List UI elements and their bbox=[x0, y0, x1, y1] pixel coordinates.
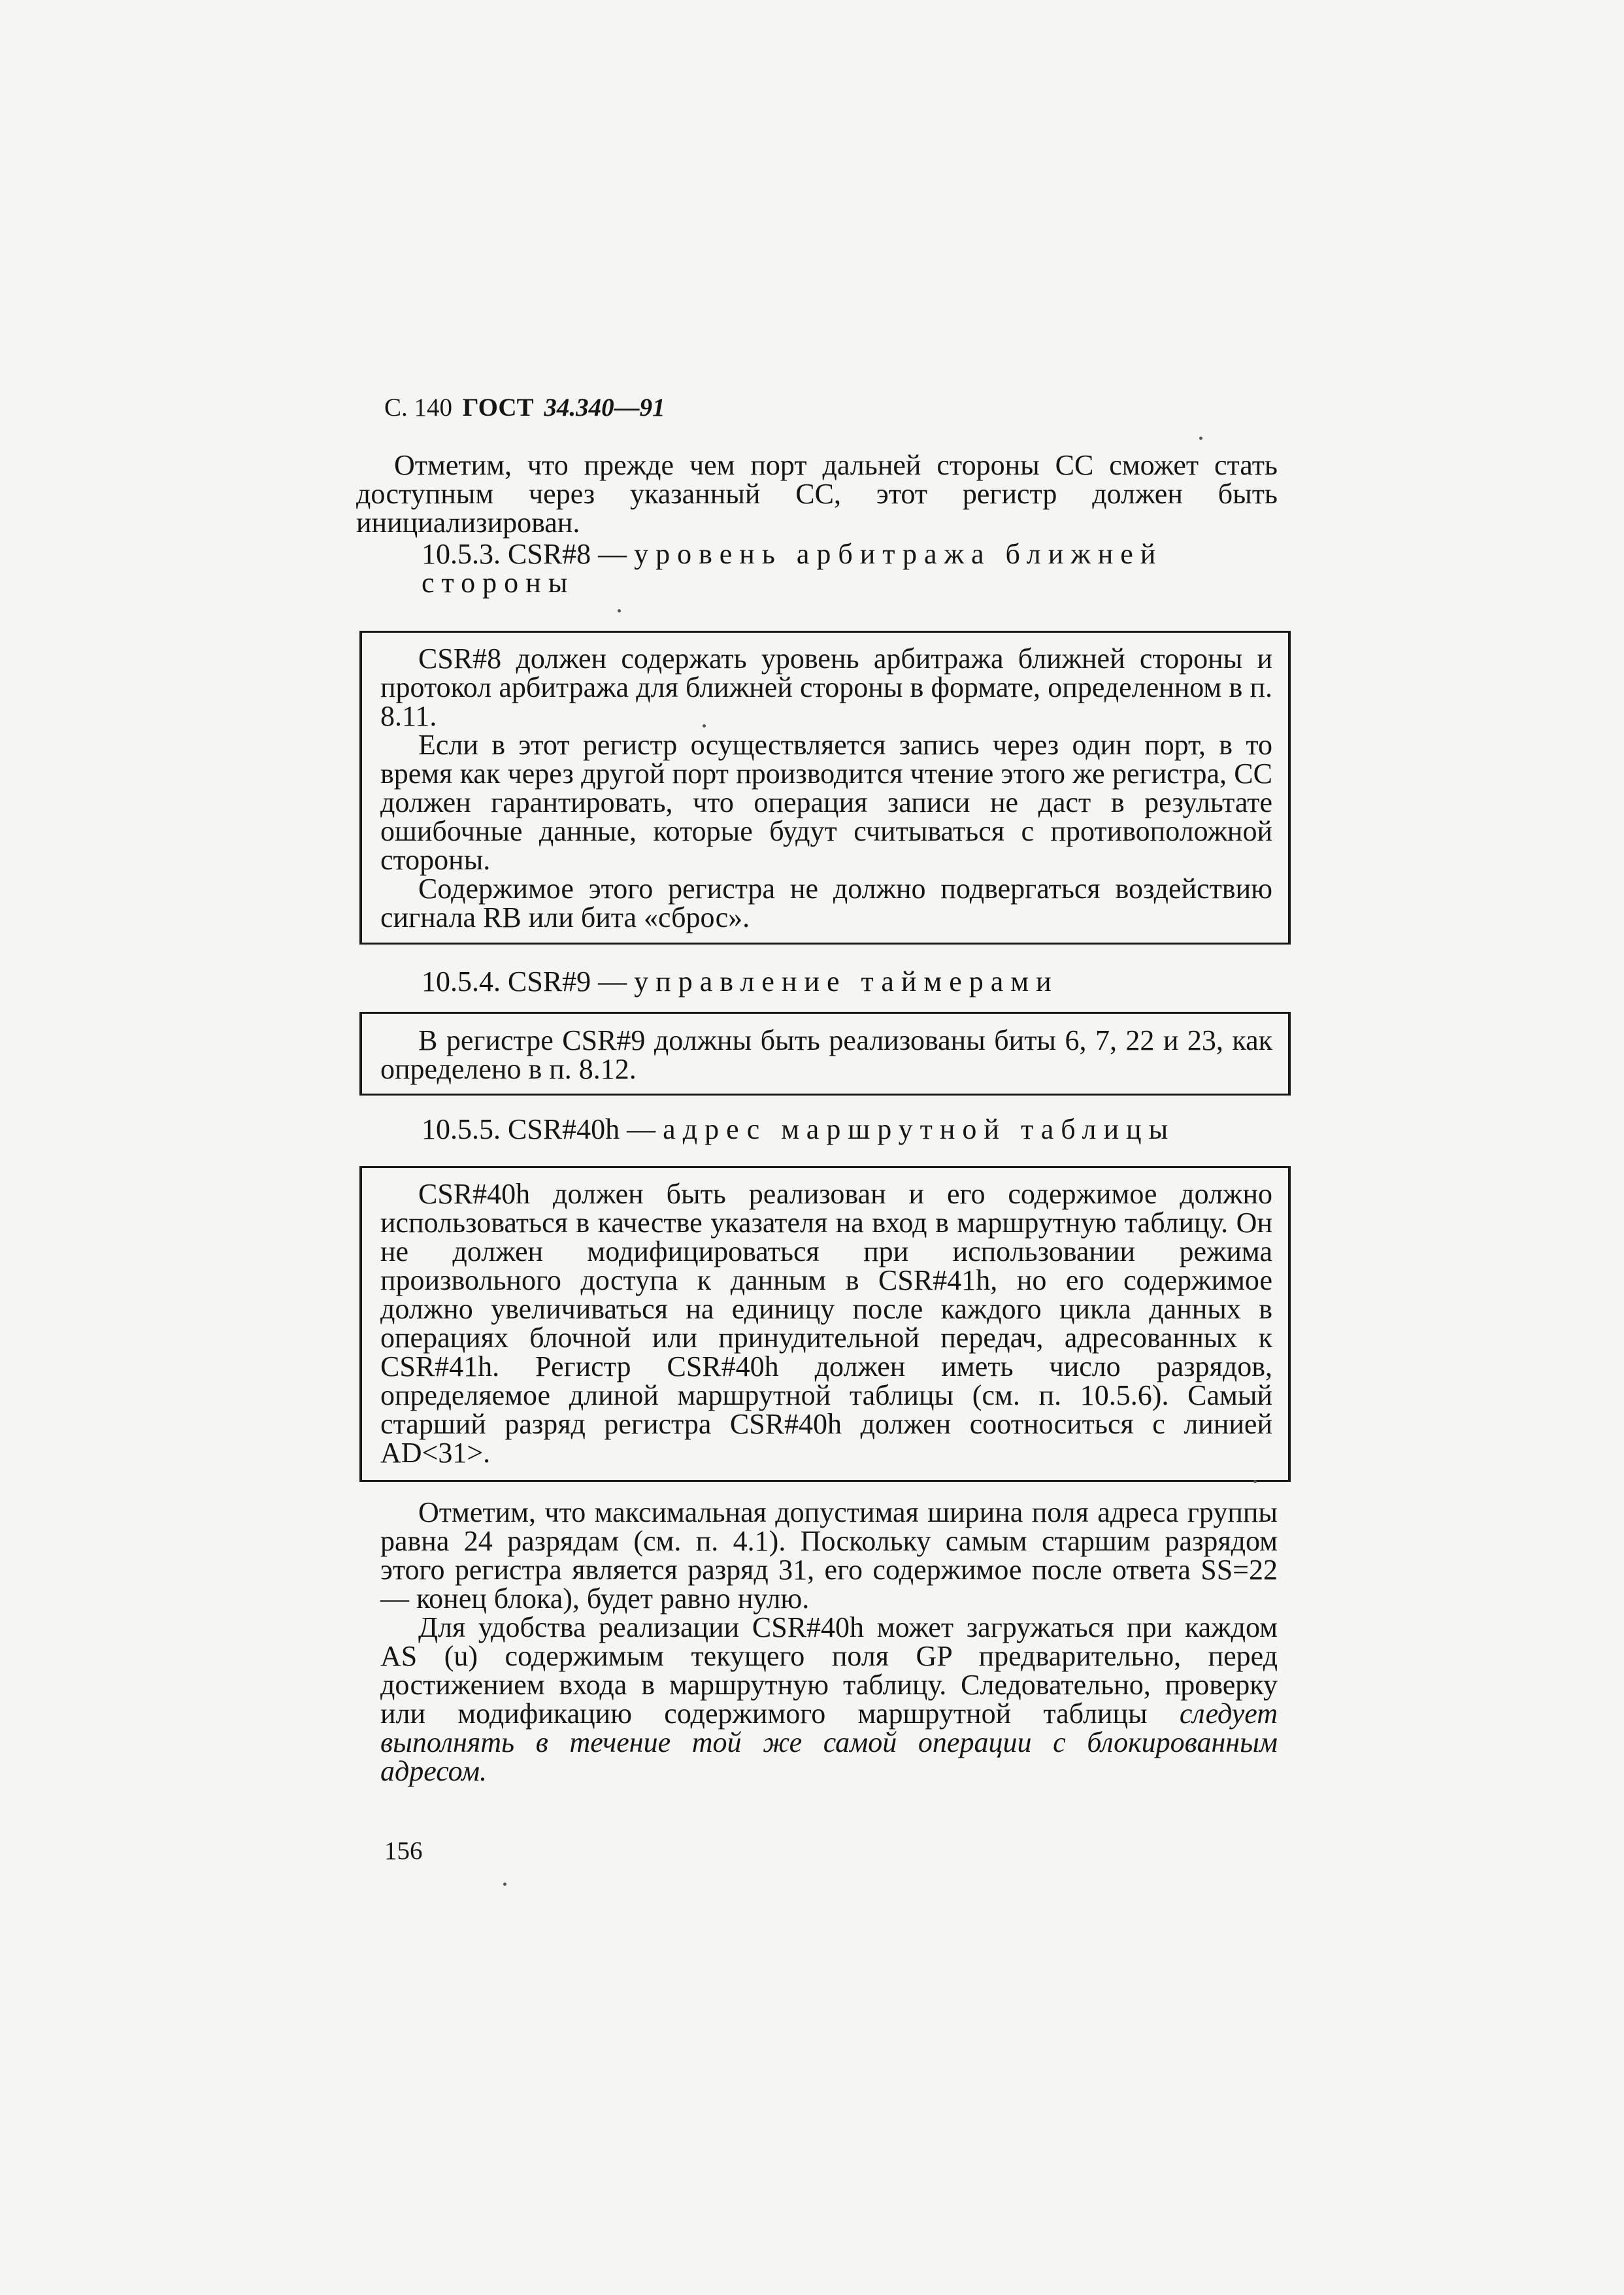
section-number: 10.5.3. CSR#8 — bbox=[422, 538, 627, 570]
paragraph-text: CSR#40h должен быть реализован и его содержимое должно использоваться в качестве указателя на вход в маршрутную таблицу. Он не должен модифицироваться при использовании режима произвольного доступа к данным в CSR#41h, но его содержимое должно увеличиваться на единицу после каждого цикла данных в операциях блочной или принудительной передач, адресованных к CSR#41h. Регистр CSR#40h должен иметь число разрядов, определяемое длиной маршрутной таблицы (см. п. 10.5.6). Самый старший разряд регистра CSR#40h должен соотноситься с линией AD<31>. bbox=[380, 1178, 1272, 1469]
page-label: С. 140 bbox=[384, 394, 453, 422]
closing-paragraph-1 bbox=[380, 1498, 1278, 1613]
box-bottom-rule bbox=[359, 943, 1291, 945]
paragraph-text: Для удобства реализации CSR#40h может загружаться при каждом AS (u) содержимым текущего поля GP предварительно, перед достижением входа в маршрутную таблицу. Следовательно, проверку или модификацию содержимого маршрутной таблицы bbox=[380, 1611, 1278, 1730]
box-10-5-5-paragraph-1 bbox=[380, 1180, 1272, 1467]
scan-speck bbox=[1199, 437, 1202, 440]
paragraph-text: Содержимое этого регистра не должно подвергаться воздействию сигнала RB или бита «сброс». bbox=[380, 873, 1272, 933]
closing-paragraph-2 bbox=[380, 1613, 1278, 1786]
section-heading-10-5-5 bbox=[422, 1115, 1278, 1144]
box-bottom-rule bbox=[359, 1094, 1291, 1096]
page-number: 156 bbox=[384, 1837, 423, 1865]
scan-speck bbox=[618, 609, 621, 612]
section-heading-10-5-3 bbox=[422, 540, 1278, 597]
paragraph-text: Если в этот регистр осуществляется запись через один порт, в то время как через другой порт производится чтение этого же регистра, СС должен гарантировать, что операция записи не даст в результате ошибочные данные, которые будут считываться с противоположной стороны. bbox=[380, 729, 1272, 876]
standard-name: ГОСТ bbox=[462, 394, 534, 422]
section-number: 10.5.5. CSR#40h — bbox=[422, 1113, 656, 1145]
paragraph-text: В регистре CSR#9 должны быть реализованы биты 6, 7, 22 и 23, как определено в п. 8.12. bbox=[380, 1024, 1272, 1085]
page-header bbox=[384, 395, 665, 420]
box-10-5-3-paragraph-3 bbox=[380, 875, 1272, 932]
paragraph-text: CSR#8 должен содержать уровень арбитража ближней стороны и протокол арбитража для ближней стороны в формате, определенном в п. 8.11. bbox=[380, 643, 1272, 732]
paragraph-text: Отметим, что максимальная допустимая ширина поля адреса группы равна 24 разрядам (см. п. 4.1). Поскольку самым старшим разрядом этого регистра является разряд 31, его содержимое после ответа SS=22 — конец блока), будет равно нулю. bbox=[380, 1496, 1278, 1615]
standard-number: 34.340—91 bbox=[544, 394, 665, 422]
box-10-5-4-paragraph-1 bbox=[380, 1026, 1272, 1084]
intro-paragraph-text: Отметим, что прежде чем порт дальней стороны СС сможет стать доступным через указанный СС, этот регистр должен быть инициализирован. bbox=[356, 449, 1278, 539]
section-title: уровень арбитража ближней стороны bbox=[422, 538, 1163, 599]
section-number: 10.5.4. CSR#9 — bbox=[422, 965, 627, 997]
section-heading-10-5-4 bbox=[422, 967, 1278, 996]
paragraph-italic-text: следует выполнять в течение той же самой операции с блокированным адресом. bbox=[380, 1698, 1278, 1787]
section-title: адрес маршрутной таблицы bbox=[663, 1113, 1176, 1145]
scan-speck bbox=[503, 1883, 506, 1886]
intro-paragraph bbox=[356, 451, 1278, 537]
scan-speck bbox=[703, 724, 706, 728]
box-bottom-rule bbox=[359, 1480, 1291, 1482]
box-10-5-3-paragraph-2 bbox=[380, 731, 1272, 875]
scan-speck bbox=[1253, 1480, 1257, 1483]
box-10-5-3-paragraph-1 bbox=[380, 645, 1272, 731]
section-title: управление таймерами bbox=[634, 965, 1059, 997]
